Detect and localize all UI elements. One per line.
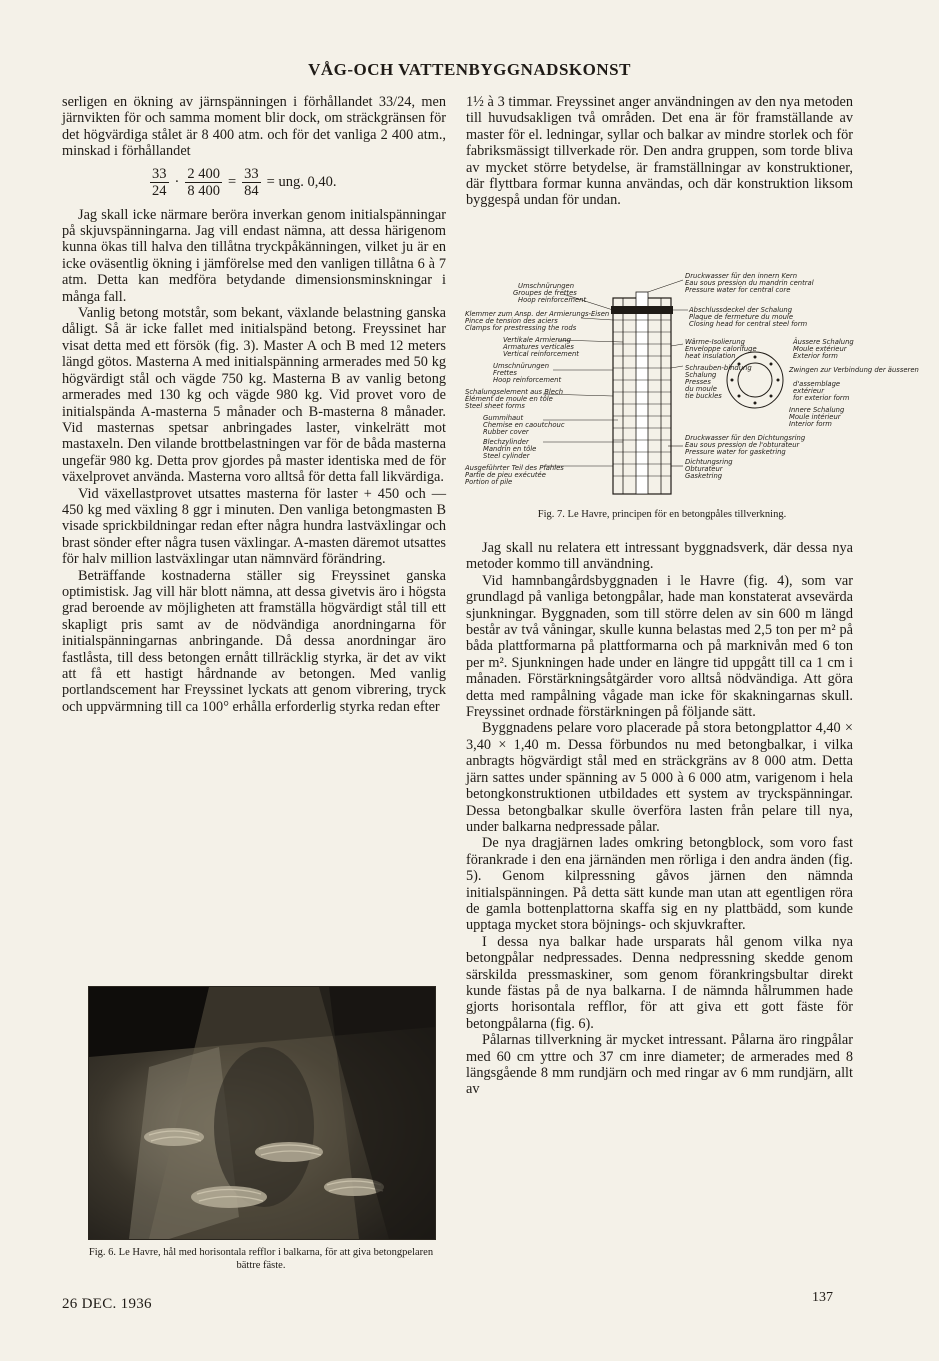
diagram-label: Élément de moule en tôle: [465, 395, 553, 403]
diagram-label: Umschnürungen: [518, 282, 575, 290]
figure-7-caption: Fig. 7. Le Havre, principen för en betongpåles tillverkning.: [537, 509, 787, 520]
right-column-lower: [466, 540, 853, 1098]
diagram-label: Hoop reinforcement: [493, 376, 562, 384]
diagram-label: d'assemblage: [793, 380, 841, 388]
diagram-label: Steel sheet forms: [465, 402, 525, 410]
diagram-label: Steel cylinder: [483, 452, 530, 460]
diagram-label: Moule intérieur: [789, 413, 841, 421]
page-number: 137: [812, 1290, 833, 1305]
paragraph: Vanlig betong motstår, som bekant, växlande belastning ganska dåligt. Så är icke fallet med initialspänd betong. Freyssinet har visat detta med ett försök (fig. 3). Master A och B med 12 meters längd götos. Masterna A med initialspänning armerades med 50 kg högvärdigt stål och vägde 750 kg. Masterna B av vanlig betong armerades med 130 kg och vägde 980 kg. Vid provet voro de initialspända A-masterna 5 månader och B-masterna 8 månader. Vid masternas spetsar anbringades laster, vinkelrätt mot mastaxeln. Den vilande brottbelastningen var för de båda masterna ungefär 980 kg. Detta prov gjordes på master identiska med de för växelprovet använda. Masterna voro alltså för detta fall likvärdiga.: [62, 305, 446, 486]
figure-7-diagram: [463, 270, 919, 500]
diagram-label: Hoop reinforcement: [518, 296, 587, 304]
diagram-label: Pressure water for central core: [685, 286, 791, 294]
diagram-label: Enveloppe calorifuge: [685, 345, 757, 353]
diagram-label: Umschnürungen: [493, 362, 550, 370]
paragraph: Vid växellastprovet utsattes masterna för laster + 450 och — 450 kg med växling 8 ggr i minuten. Den vanliga betongmasten B visade sprickbildningar redan efter några hundra lastväxlingar och brast sönder efter några tusen växlingar. A-masten däremot utsattes för halv million lastväxlingar utan nämnvärd förändring.: [62, 485, 446, 568]
footer-date: 26 DEC. 1936: [62, 1296, 152, 1312]
formula: $\frac{33}{24}$ · $\frac{2 400}{8 400}$ = $\frac{33}{84}$ = ung. 0,40.: [152, 165, 337, 199]
diagram-label: Innere Schalung: [789, 406, 845, 414]
diagram-label: Abschlussdeckel der Schalung: [689, 306, 793, 314]
paragraph: Pålarnas tillverkning är mycket intressant. Pålarna äro ringpålar med 60 cm yttre och 37 cm inre diameter; de armerades med 8 längsgående 8 mm rundjärn och med ringar av 6 mm rundjärn, allt av: [466, 1032, 853, 1098]
diagram-label: Druckwasser für den Dichtungsring: [685, 434, 806, 442]
diagram-label: extérieur: [793, 387, 825, 395]
diagram-label: Vertical reinforcement: [503, 350, 579, 358]
left-column: [62, 94, 446, 715]
diagram-label: Rubber cover: [483, 428, 529, 436]
diagram-label: Schalung: [685, 371, 717, 379]
diagram-label: Groupes de frettes: [513, 289, 577, 297]
diagram-label: Moule extérieur: [793, 345, 847, 353]
diagram-label: Closing head for central steel form: [689, 320, 808, 328]
diagram-label: Zwingen zur Verbindung der äusseren: [789, 366, 919, 374]
diagram-label: Schrauben-bindung: [685, 364, 752, 372]
diagram-label: Pince de tension des aciers: [465, 317, 558, 325]
diagram-label: Partie de pieu exécutée: [465, 471, 546, 479]
diagram-label: Frettes: [493, 369, 517, 377]
diagram-label: Eau sous pression du mandrin central: [685, 279, 814, 287]
figure-6-caption: Fig. 6. Le Havre, hål med horisontala refflor i balkarna, för att giva betongpelaren bättre fäste.: [88, 1247, 434, 1271]
paragraph: Jag skall icke närmare beröra inverkan genom initialspänningar på skjuvspänningarna. Jag vill endast nämna, att dessa härigenom kunna ökas till halva den tillåtna tryckpåkänningen, vilket ju är en icke oväsentlig ökning i jämförelse med den vanligen tillåtna 6 à 7 atm. Detta kan medföra betydande dimensionsminskningar i många fall.: [62, 206, 446, 305]
diagram-label: Presses: [685, 378, 711, 386]
diagram-label: Blechzylinder: [483, 438, 529, 446]
diagram-label: Druckwasser für den innern Kern: [685, 272, 798, 280]
paragraph: Byggnadens pelare voro placerade på stora betongplattor 4,40 × 3,40 × 1,40 m. Dessa förbundos nu med betongbalkar, i vilka anbragts högvärdigt stål med en sträckgräns av 8 000 atm. Detta järn sattes under spänning av 5 000 à 6 000 atm, varigenom i hela betongkonstruktionen utbildades ett system av tryckspänningar. Dessa betongbalkar skulle överföra lasten från pelare till nya, under balkarna nedpressade pålar.: [466, 720, 853, 835]
diagram-label: tie buckles: [685, 392, 722, 400]
paragraph: De nya dragjärnen lades omkring betongblock, som voro fast förankrade i den ena järnänden men rörliga i den andra änden (fig. 5). Genom kilpressning gåvos järnen den nämnda initialspänningen. På detta sätt kunde man utan att egentligen röra de gamla bottenplattorna skaffa sig en ny plattbädd, som kunde upptaga mycket stora böjnings- och skjuvkrafter.: [466, 835, 853, 934]
diagram-label: Portion of pile: [465, 478, 513, 486]
diagram-label: Vertikale Armierung: [503, 336, 571, 344]
diagram-label: Schalungselement aus Blech: [465, 388, 564, 396]
diagram-label: Armatures verticales: [503, 343, 574, 351]
paragraph: Jag skall nu relatera ett intressant byggnadsverk, där dessa nya metoder kommo till användning.: [466, 540, 853, 573]
figure-6-photo: [88, 986, 436, 1240]
diagram-label: Klemmer zum Ansp. der Armierungs-Eisen: [465, 310, 610, 318]
diagram-label: Obturateur: [685, 465, 723, 473]
paragraph: Beträffande kostnaderna ställer sig Freyssinet ganska optimistisk. Jag vill här blott nämna, att dessa givetvis äro i högsta grad beroende av möjligheten att framställa högvärdigt stål till ett skapligt pris samt av de nödvändiga anordningarna för initialspänningarnas anbringande. Då dessa anordningar äro fastlåsta, till dess betongen ernått tillräcklig styrka, är det av vikt att få ett hastigt hårdnande av betongen. Med vanlig portlandscement har Freyssinet lyckats att genom vibrering, tryck och uppvärmning till ca 100° erhålla erforderlig styrka redan efter: [62, 567, 446, 715]
right-column: [466, 94, 853, 209]
diagram-label: Eau sous pression de l'obturateur: [685, 441, 800, 449]
diagram-label: Gasketring: [685, 472, 723, 480]
diagram-label: du moule: [685, 385, 717, 393]
diagram-label: Pressure water for gasketring: [685, 448, 786, 456]
diagram-label: Interior form: [789, 420, 832, 428]
diagram-label: Wärme-Isolierung: [685, 338, 745, 346]
paragraph: 1½ à 3 timmar. Freyssinet anger användningen av den nya metoden till huvudsakligen två områden. Det ena är för framställande av master för el. ledningar, syllar och balkar av mindre storlek och för fabriksmässigt tillverkade rör. Den andra gruppen, som torde bliva av mycket större betydelse, är framställningar av konstruktioner, där flyttbara formar kunna användas, och där konstruktion liksom byggespå undan för undan.: [466, 94, 853, 209]
diagram-label: Dichtungsring: [685, 458, 733, 466]
diagram-label: Plaque de fermeture du moule: [689, 313, 793, 321]
diagram-label: Exterior form: [793, 352, 838, 360]
page-title: VÅG-OCH VATTENBYGGNADSKONST: [308, 60, 631, 79]
paragraph: serligen en ökning av järnspänningen i förhållandet 33/24, men järnvikten för och samma moment blir dock, om sträckgränsen för det högvärdiga stålet är 8 400 atm. och för det vanliga 2 400 atm., minskad i förhållandet: [62, 94, 446, 160]
diagram-label: Mandrin en tôle: [483, 445, 537, 453]
diagram-label: Chemise en caoutchouc: [483, 421, 565, 429]
diagram-label: Ausgeführter Teil des Pfahles: [465, 464, 564, 472]
diagram-label: heat insulation: [685, 352, 736, 360]
paragraph: Vid hamnbangårdsbyggnaden i le Havre (fig. 4), som var grundlagd på vanliga betongpålar, hade man konstaterat avsevärda sjunkningar. Byggnaden, som till större delen av sin 600 m längd består av två våningar, skulle kunna belastas med 2,5 ton per m² på båda plattformarna på plattformarna och på marknivån med 6 ton per m². Sjunkningen hade under en längre tid uppgått till ca 1 cm i månaden. Förstärkningsåtgärder voro alltså nödvändiga. Att göra detta med rampålning vågade man icke för skakningarnas skull. Freyssinet ordnade förstärkningen på följande sätt.: [466, 572, 853, 721]
diagram-label: Äussere Schalung: [793, 338, 854, 346]
diagram-label: for exterior form: [793, 394, 850, 402]
diagram-label: Clamps for prestressing the rods: [465, 324, 577, 332]
paragraph: I dessa nya balkar hade ursparats hål genom vilka nya betongpålar nedpressades. Denna nedpressning skedde genom särskilda pressmaskiner, som genom förankringsbultar direkt kunde fästas på de nya balkarna. I de nämnda hålrummen hade gjorts horisontala refflor, för att giva ett gott fäste för betongpålarna (fig. 6).: [466, 933, 853, 1032]
diagram-label: Gummihaut: [483, 414, 524, 422]
